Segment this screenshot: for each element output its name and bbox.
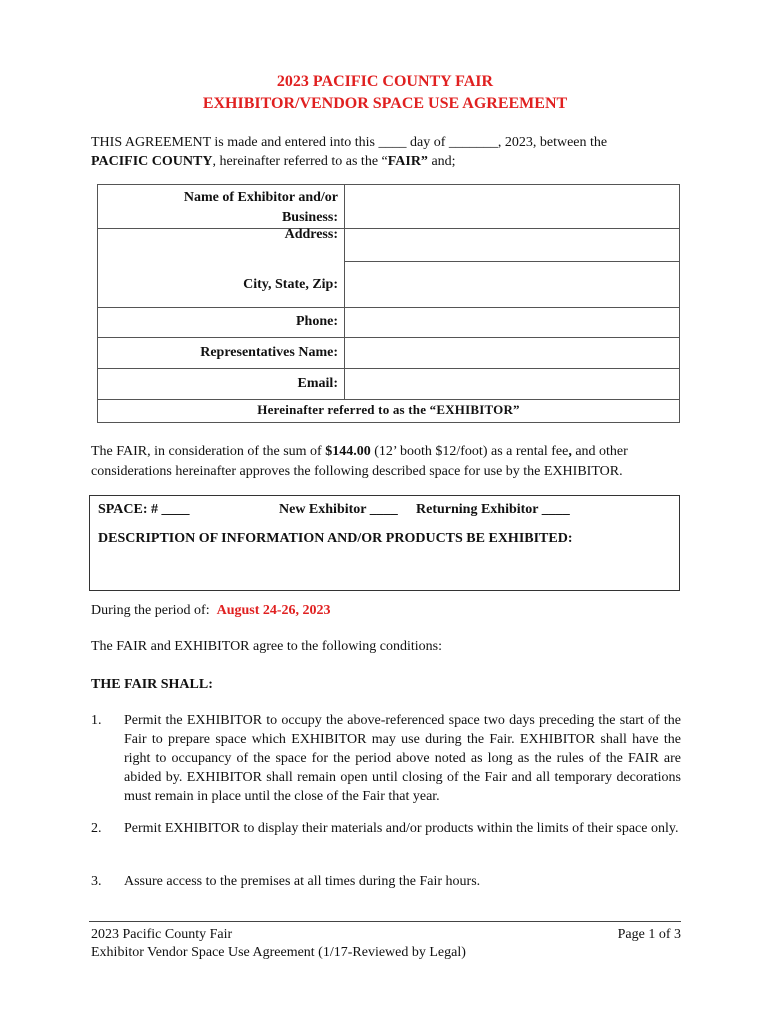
email-field[interactable] [345,369,680,400]
document-subtitle: EXHIBITOR/VENDOR SPACE USE AGREEMENT [202,95,568,112]
name-label-line-2: Business: [281,210,338,225]
condition-text: Permit EXHIBITOR to display their materials and/or products within the limits of their space only. [124,821,679,836]
page-number: Page 1 of 3 [617,927,681,942]
rental-amount: $144.00 [325,444,371,459]
intro-line-1: THIS AGREEMENT is made and entered into this ____ day of _______, 2023, between the [91,135,608,150]
description-label: DESCRIPTION OF INFORMATION AND/OR PRODUCTS BE EXHIBITED: [98,531,573,546]
intro-end: and; [427,154,456,169]
space-box [89,495,680,591]
hereafter-exhibitor: Hereinafter referred to as the “EXHIBITOR” [97,397,680,423]
new-exhibitor[interactable]: New Exhibitor ____ [279,502,398,517]
consideration-part-2: (12’ booth $12/foot) as a rental fee [370,444,569,459]
condition-number: 3. [91,874,102,889]
returning-exhibitor[interactable]: Returning Exhibitor ____ [416,502,570,517]
intro-referred: , hereinafter referred to as the “ [212,154,388,169]
fair-shall-heading: THE FAIR SHALL: [91,677,213,692]
consideration-part-1: The FAIR, in consideration of the sum of [91,444,326,459]
city-field[interactable] [345,262,680,308]
address-city-label-cell [98,229,345,308]
period-label: During the period of: [91,603,217,618]
document-title: 2023 PACIFIC COUNTY FAIR [276,73,494,90]
condition-text: Permit the EXHIBITOR to occupy the above-referenced space two days preceding the start of the Fair to prepare space which EXHIBITOR may use during the Fair. EXHIBITOR shall have the right to occupancy of the space for the period above noted as long as the rules of the FAIR are abided by. EXHIBITOR shall remain open until closing of the Fair and all temporary decorations must remain in place until the close of the Fair that year. [124,713,681,804]
phone-field[interactable] [345,308,680,338]
consideration-paragraph [91,442,691,482]
footer-doc-name: Exhibitor Vendor Space Use Agreement (1/17-Reviewed by Legal) [91,945,466,960]
rep-label: Representatives Name: [98,338,345,369]
consideration-comma: , [568,444,572,459]
period-line [91,603,331,619]
name-label-line-1: Name of Exhibitor and/or [183,190,338,205]
intro-paragraph [91,133,691,171]
rep-field[interactable] [345,338,680,369]
intro-fair: FAIR” [387,154,428,169]
footer-divider [89,921,681,922]
consideration-part-3: and other considerations hereinafter approves the following described space for use by the EXHIBITOR. [91,444,628,479]
intro-county: PACIFIC COUNTY [91,154,213,169]
phone-label: Phone: [98,308,345,338]
footer-fair-name: 2023 Pacific County Fair [91,927,233,942]
agree-text: The FAIR and EXHIBITOR agree to the following conditions: [91,639,442,654]
exhibitor-info-table [97,184,680,400]
address-label: Address: [284,227,338,242]
email-label: Email: [98,369,345,400]
space-number[interactable]: SPACE: # ____ [98,502,190,517]
address-field[interactable] [345,229,680,262]
name-field[interactable] [345,185,680,229]
city-label: City, State, Zip: [243,277,338,292]
period-dates: August 24-26, 2023 [216,603,331,618]
name-label [98,185,345,229]
condition-text: Assure access to the premises at all times during the Fair hours. [124,874,481,889]
condition-number: 1. [91,713,102,728]
condition-number: 2. [91,821,102,836]
